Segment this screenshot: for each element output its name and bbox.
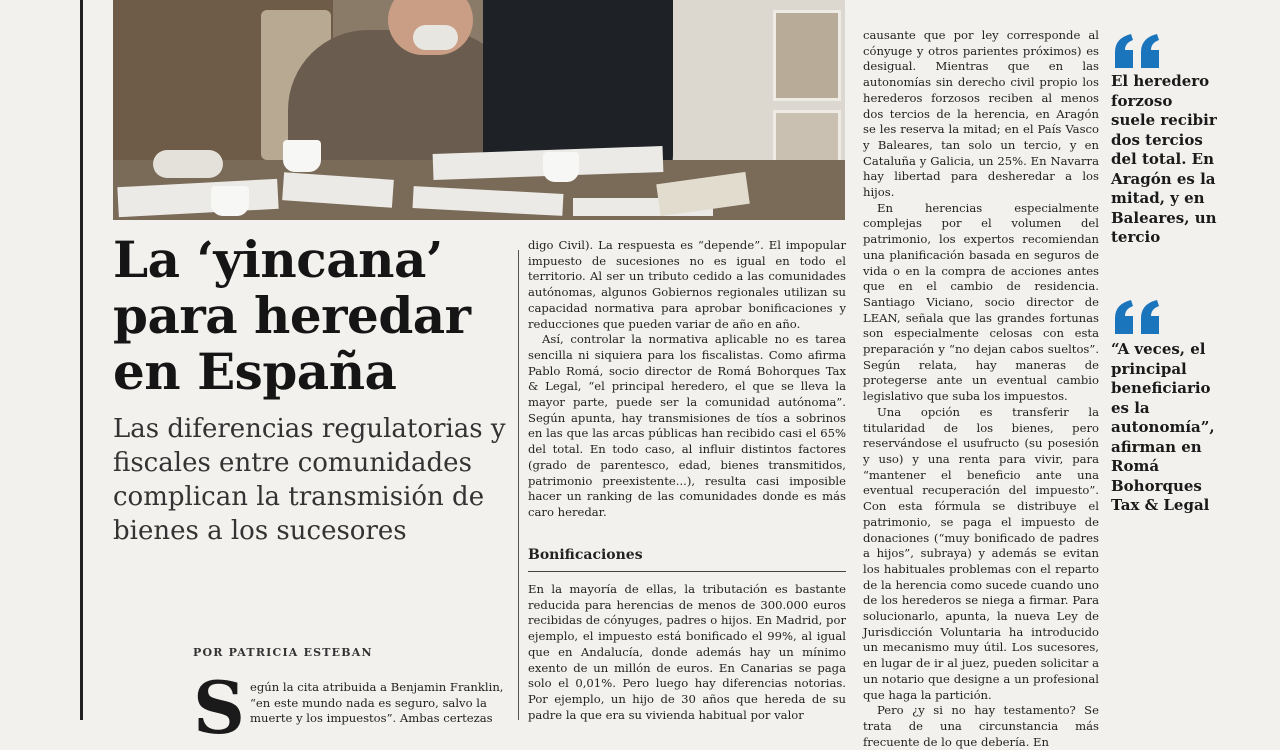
lead-column xyxy=(250,680,512,727)
paragraph: Así, controlar la normativa aplicable no es tarea sencilla ni siquiera para los fiscalistas. Como afirma Pablo Romá, socio director de Romá Bohorques Tax & Legal, “el principal heredero, el que se lleva la mayor parte, puede ser la comunidad autónoma”. Según apunta, hay transmisiones de tíos a sobrinos en las que las arcas públicas han recibido casi el 65% del total. En todo caso, al influir distintos factores (grado de parentesco, edad, bienes transmitidos, patrimonio preexistente...), resulta casi imposible hacer un ranking de las comunidades donde es más caro heredar. xyxy=(528,332,846,519)
quote-icon xyxy=(1111,300,1167,334)
column-two xyxy=(528,238,846,521)
lead-line: egún la cita atribuida a Benjamin Franklin, xyxy=(250,680,504,694)
paragraph: En la mayoría de ellas, la tributación es bastante reducida para herencias de menos de 300.000 euros recibidas de cónyuges, padres o hijos. En Madrid, por ejemplo, el impuesto está bonificado el 99%, al igual que en Andalucía, donde además hay un mínimo exento de un millón de euros. En Canarias se paga solo el 0,01%. Pero luego hay diferencias notorias. Por ejemplo, un hijo de 30 años que hereda de su padre la que era su vivienda habitual por valor xyxy=(528,582,846,722)
paragraph: causante que por ley corresponde al cónyuge y otros parientes próximos) es desigual. Mientras que en las autonomías sin derecho civil propio los herederos forzosos reciben al menos dos tercios de la herencia, en Aragón se les reserva la mitad; en el País Vasco y Baleares, tan solo un tercio, y en Cataluña y Galicia, un 25%. En Navarra hay libertad para desheredar a los hijos. xyxy=(863,28,1099,200)
section-subheading: Bonificaciones xyxy=(528,547,846,572)
column-three xyxy=(863,28,1099,750)
drop-cap: S xyxy=(193,665,245,750)
photo-cup xyxy=(543,152,579,182)
paragraph: digo Civil). La respuesta es “depende”. El impopular impuesto de sucesiones no es igual en todo el territorio. Al ser un tributo cedido a las comunidades autónomas, algunos Gobiernos regionales utilizan su capacidad normativa para aprobar bonificaciones y reducciones que pueden variar de año en año. xyxy=(528,238,846,331)
paragraph: En herencias especialmente complejas por el volumen del patrimonio, los expertos recomiendan una planificación basada en seguros de vida o en la compra de acciones antes que en el cambio de residencia. Santiago Viciano, socio director de LEAN, señala que las grandes fortunas son especialmente celosas con esta preparación y “no dejan cabos sueltos”. Según relata, hay maneras de protegerse ante un eventual cambio legislativo que suba los impuestos. xyxy=(863,200,1099,404)
pull-quote: “A veces, el principal beneficiario es la autonomía”, afirman en Romá Bohorques Tax & Legal xyxy=(1111,340,1215,514)
page-edge-rule xyxy=(80,0,83,720)
headline: La ‘yincana’ para heredar en España xyxy=(113,230,471,401)
photo-cup xyxy=(283,140,321,172)
subheadline: Las diferencias regulatorias y fiscales entre comunidades complican la transmisión de bienes a los sucesores xyxy=(113,414,506,546)
photo-hat xyxy=(153,150,223,178)
photo-frame xyxy=(773,10,841,101)
column-two-continued xyxy=(528,582,846,723)
byline: POR PATRICIA ESTEBAN xyxy=(193,646,373,659)
photo-beard xyxy=(413,25,458,50)
quote-icon-glyph xyxy=(1111,34,1167,68)
pull-quote: El heredero forzoso suele recibir dos tercios del total. En Aragón es la mitad, y en Baleares, un tercio xyxy=(1111,72,1217,246)
quote-icon-glyph xyxy=(1111,300,1167,334)
quote-icon xyxy=(1111,34,1167,68)
photo-cup xyxy=(211,186,249,216)
lead-line: muerte y los impuestos”. Ambas certezas xyxy=(250,711,493,726)
paragraph: Pero ¿y si no hay testamento? Se trata de una circunstancia más frecuente de lo que debería. En xyxy=(863,703,1099,749)
article-photo xyxy=(113,0,845,220)
lead-line: “en este mundo nada es seguro, salvo la xyxy=(250,695,487,710)
column-rule xyxy=(518,250,519,720)
paragraph: Una opción es transferir la titularidad de los bienes, pero reservándose el usufructo (su posesión y uso) y una renta para vivir, para “mantener el beneficio ante una eventual recuperación del impuesto”. Con esta fórmula se distribuye el patrimonio, se paga el impuesto de donaciones (“muy bonificado de padres a hijos”, subraya) y además se evitan los habituales problemas con el reparto de la herencia como sucede cuando uno de los herederos se niega a firmar. Para solucionarlo, apunta, la nueva Ley de Jurisdicción Voluntaria ha introducido un mecanismo muy útil. Los sucesores, en lugar de ir al juez, pueden solicitar a un notario que designe a un profesional que haga la partición. xyxy=(863,404,1099,702)
